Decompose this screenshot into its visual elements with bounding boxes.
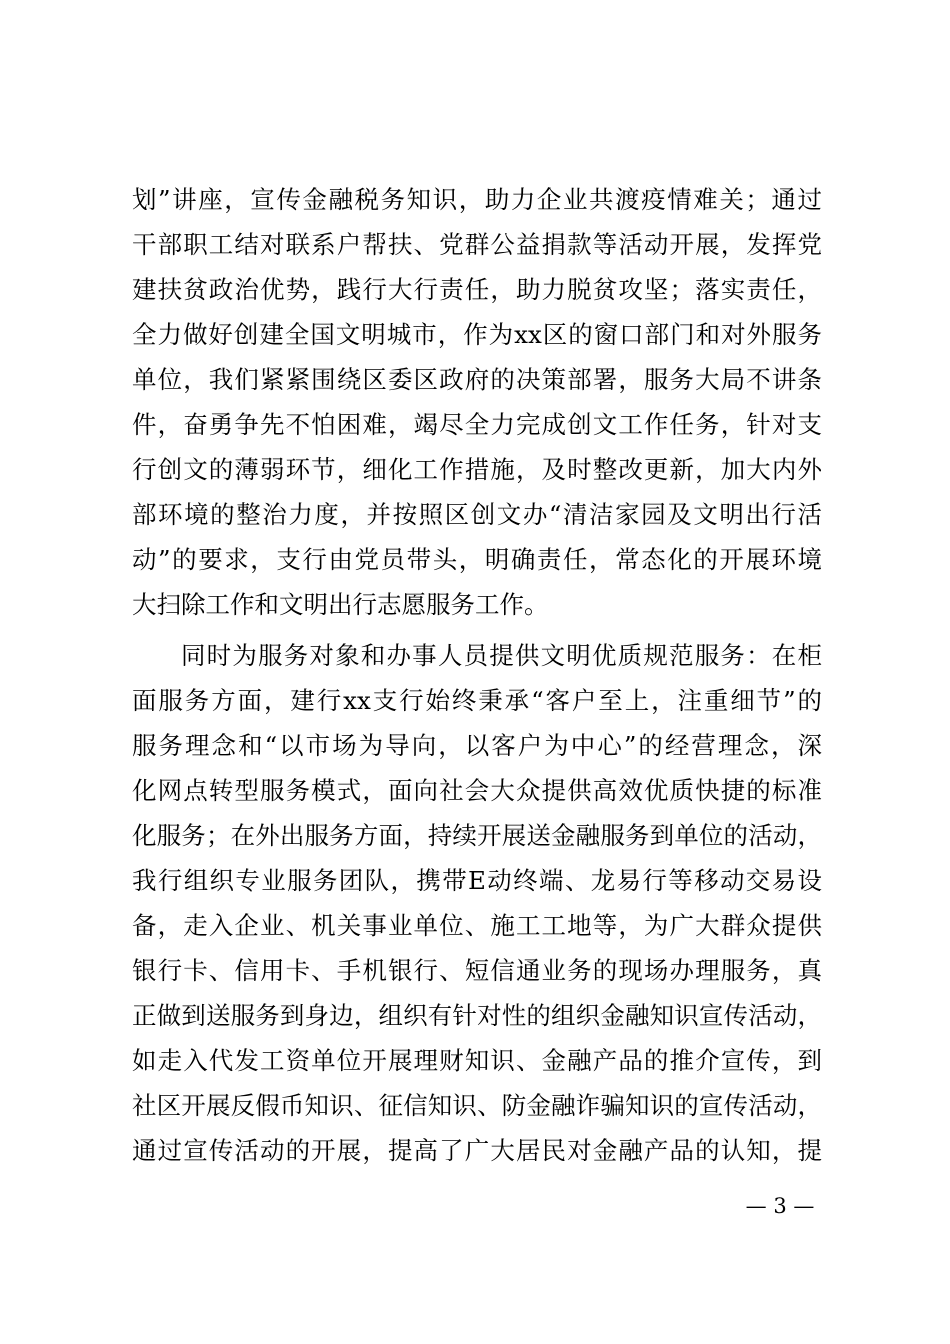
text-line: 部环境的整治力度，并按照区创文办“清洁家园及文明出行活 [132, 500, 822, 529]
text-line: 备，走入企业、机关事业单位、施工工地等，为广大群众提供 [132, 911, 822, 940]
text-line: 动”的要求，支行由党员带头，明确责任，常态化的开展环境 [132, 545, 822, 574]
text-line: 同时为服务对象和办事人员提供文明优质规范服务：在柜 [181, 641, 822, 670]
text-line: 化服务；在外出服务方面，持续开展送金融服务到单位的活动， [132, 821, 822, 850]
text-line: 我行组织专业服务团队，携带E动终端、龙易行等移动交易设 [132, 866, 822, 895]
text-line: 建扶贫政治优势，践行大行责任，助力脱贫攻坚；落实责任， [132, 275, 822, 304]
text-line: 划”讲座，宣传金融税务知识，助力企业共渡疫情难关；通过 [132, 185, 822, 214]
text-line: 干部职工结对联系户帮扶、党群公益捐款等活动开展，发挥党 [132, 230, 822, 259]
text-line: 正做到送服务到身边，组织有针对性的组织金融知识宣传活动， [132, 1001, 822, 1030]
text-line: 如走入代发工资单位开展理财知识、金融产品的推介宣传，到 [132, 1046, 822, 1075]
paragraph-1 [132, 177, 822, 627]
text-line: 全力做好创建全国文明城市，作为xx区的窗口部门和对外服务 [132, 320, 822, 349]
text-line: 件，奋勇争先不怕困难，竭尽全力完成创文工作任务，针对支 [132, 410, 822, 439]
page-number: — 3 — [745, 1194, 815, 1218]
paragraph-2 [132, 633, 822, 1173]
text-line: 化网点转型服务模式，面向社会大众提供高效优质快捷的标准 [132, 776, 822, 805]
text-line: 银行卡、信用卡、手机银行、短信通业务的现场办理服务，真 [132, 956, 822, 985]
text-line: 服务理念和“以市场为导向，以客户为中心”的经营理念，深 [132, 731, 822, 760]
text-line: 大扫除工作和文明出行志愿服务工作。 [132, 590, 549, 619]
text-line: 行创文的薄弱环节，细化工作措施，及时整改更新，加大内外 [132, 455, 822, 484]
text-line: 单位，我们紧紧围绕区委区政府的决策部署，服务大局不讲条 [132, 365, 822, 394]
text-line: 通过宣传活动的开展，提高了广大居民对金融产品的认知，提 [132, 1136, 822, 1165]
text-line: 面服务方面，建行xx支行始终秉承“客户至上，注重细节”的 [132, 686, 822, 715]
text-line: 社区开展反假币知识、征信知识、防金融诈骗知识的宣传活动， [132, 1091, 822, 1120]
